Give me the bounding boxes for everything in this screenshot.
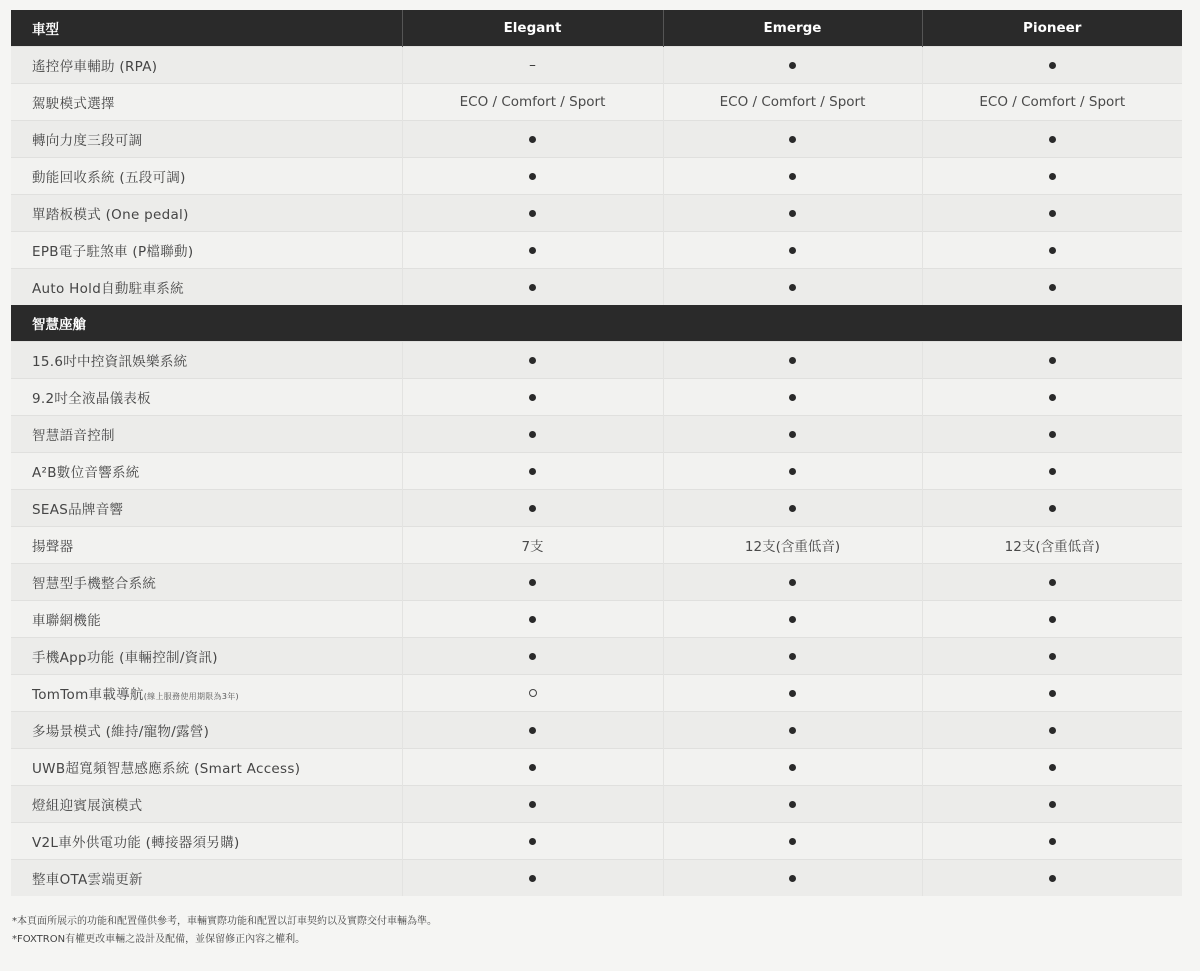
standard-dot-icon [1049, 357, 1056, 364]
feature-name: 9.2吋全液晶儀表板 [32, 391, 151, 407]
feature-name: 遙控停車輔助 (RPA) [32, 59, 158, 75]
feature-name: 單踏板模式 (One pedal) [32, 207, 189, 223]
feature-label [11, 712, 402, 749]
table-body [11, 47, 1182, 897]
trim-value-cell [922, 712, 1182, 749]
feature-label [11, 823, 402, 860]
standard-dot-icon [789, 468, 796, 475]
trim-value-cell [922, 749, 1182, 786]
trim-value-cell [402, 84, 663, 121]
feature-label [11, 601, 402, 638]
feature-label [11, 675, 402, 712]
table-row [11, 195, 1182, 232]
trim-value-cell [402, 47, 663, 84]
standard-dot-icon [529, 136, 536, 143]
feature-name: 燈組迎賓展演模式 [32, 798, 143, 814]
trim-value-cell [922, 379, 1182, 416]
feature-label [11, 84, 402, 121]
feature-name: 揚聲器 [32, 539, 74, 555]
feature-name: UWB超寬頻智慧感應系統 (Smart Access) [32, 761, 301, 777]
trim-value-cell [922, 232, 1182, 269]
section-title: 智慧座艙 [11, 305, 1182, 342]
trim-value-cell [663, 269, 922, 306]
trim-value-cell [922, 158, 1182, 195]
standard-dot-icon [789, 173, 796, 180]
trim-value-cell [922, 823, 1182, 860]
footnote: *本頁面所展示的功能和配置僅供參考，車輛實際功能和配置以訂車契約以及實際交付車輛為準。 [12, 916, 437, 927]
standard-dot-icon [1049, 505, 1056, 512]
standard-dot-icon [529, 838, 536, 845]
standard-dot-icon [789, 838, 796, 845]
standard-dot-icon [529, 394, 536, 401]
standard-dot-icon [529, 468, 536, 475]
standard-dot-icon [1049, 210, 1056, 217]
standard-dot-icon [789, 394, 796, 401]
table-row [11, 379, 1182, 416]
table-row [11, 453, 1182, 490]
feature-name: V2L車外供電功能 (轉接器須另購) [32, 835, 240, 851]
trim-value-cell [663, 416, 922, 453]
trim-value-cell [663, 453, 922, 490]
standard-dot-icon [1049, 801, 1056, 808]
feature-label [11, 786, 402, 823]
standard-dot-icon [529, 284, 536, 291]
standard-dot-icon [529, 653, 536, 660]
value-text: ECO / Comfort / Sport [719, 94, 866, 110]
standard-dot-icon [789, 431, 796, 438]
trim-value-cell [922, 601, 1182, 638]
table-row [11, 47, 1182, 84]
trim-value-cell [663, 823, 922, 860]
trim-value-cell [402, 860, 663, 897]
trim-value-cell [922, 527, 1182, 564]
trim-value-cell [663, 158, 922, 195]
feature-name: Auto Hold自動駐車系統 [32, 281, 184, 297]
trim-value-cell [922, 638, 1182, 675]
standard-dot-icon [1049, 468, 1056, 475]
feature-label [11, 416, 402, 453]
standard-dot-icon [789, 579, 796, 586]
standard-dot-icon [1049, 394, 1056, 401]
table-row [11, 601, 1182, 638]
header-trim-elegant: Elegant [402, 10, 663, 47]
standard-dot-icon [1049, 653, 1056, 660]
standard-dot-icon [529, 875, 536, 882]
trim-value-cell [922, 860, 1182, 897]
value-text: 12支(含重低音) [744, 539, 841, 555]
trim-value-cell [402, 379, 663, 416]
trim-value-cell [402, 675, 663, 712]
trim-value-cell [663, 638, 922, 675]
standard-dot-icon [529, 357, 536, 364]
feature-label [11, 269, 402, 306]
trim-value-cell [402, 823, 663, 860]
table-row [11, 564, 1182, 601]
feature-label [11, 490, 402, 527]
standard-dot-icon [1049, 875, 1056, 882]
feature-label [11, 638, 402, 675]
trim-value-cell [922, 786, 1182, 823]
trim-value-cell [663, 195, 922, 232]
trim-value-cell [922, 47, 1182, 84]
feature-label [11, 749, 402, 786]
standard-dot-icon [789, 62, 796, 69]
value-text: ECO / Comfort / Sport [459, 94, 606, 110]
feature-name: EPB電子駐煞車 (P檔聯動) [32, 244, 194, 260]
standard-dot-icon [529, 579, 536, 586]
trim-value-cell [663, 601, 922, 638]
trim-value-cell [402, 490, 663, 527]
standard-dot-icon [789, 357, 796, 364]
standard-dot-icon [789, 764, 796, 771]
standard-dot-icon [1049, 173, 1056, 180]
feature-name: 多場景模式 (維持/寵物/露營) [32, 724, 210, 740]
trim-value-cell [663, 84, 922, 121]
trim-value-cell [402, 564, 663, 601]
feature-label [11, 527, 402, 564]
feature-name: 轉向力度三段可調 [32, 133, 143, 149]
trim-value-cell [402, 232, 663, 269]
standard-dot-icon [789, 690, 796, 697]
standard-dot-icon [529, 431, 536, 438]
trim-value-cell [402, 158, 663, 195]
table-row [11, 860, 1182, 897]
feature-name: A²B數位音響系統 [32, 465, 140, 481]
trim-value-cell [663, 564, 922, 601]
table-row [11, 342, 1182, 379]
standard-dot-icon [529, 616, 536, 623]
trim-value-cell [663, 232, 922, 269]
feature-label [11, 47, 402, 84]
standard-dot-icon [1049, 431, 1056, 438]
table-row [11, 158, 1182, 195]
standard-dot-icon [1049, 62, 1056, 69]
table-row [11, 638, 1182, 675]
trim-value-cell [663, 379, 922, 416]
trim-value-cell [922, 416, 1182, 453]
trim-value-cell [922, 342, 1182, 379]
table-row [11, 712, 1182, 749]
trim-value-cell [663, 490, 922, 527]
feature-name: 動能回收系統 (五段可調) [32, 170, 186, 186]
standard-dot-icon [789, 616, 796, 623]
value-text: ECO / Comfort / Sport [979, 94, 1126, 110]
value-text: 7支 [521, 539, 544, 555]
trim-value-cell [922, 121, 1182, 158]
standard-dot-icon [789, 284, 796, 291]
trim-value-cell [663, 860, 922, 897]
optional-circle-icon [529, 689, 537, 697]
feature-label [11, 158, 402, 195]
spec-table [11, 10, 1182, 896]
feature-name: 智慧型手機整合系統 [32, 576, 157, 592]
feature-label [11, 453, 402, 490]
feature-label [11, 232, 402, 269]
header-trim-emerge: Emerge [663, 10, 922, 47]
standard-dot-icon [1049, 247, 1056, 254]
trim-value-cell [402, 121, 663, 158]
standard-dot-icon [529, 764, 536, 771]
standard-dot-icon [529, 505, 536, 512]
trim-value-cell [663, 675, 922, 712]
trim-value-cell [402, 342, 663, 379]
standard-dot-icon [789, 653, 796, 660]
standard-dot-icon [1049, 579, 1056, 586]
trim-value-cell [663, 342, 922, 379]
trim-value-cell [402, 195, 663, 232]
trim-value-cell [922, 269, 1182, 306]
trim-value-cell [663, 786, 922, 823]
footnotes [12, 913, 437, 949]
table-row [11, 749, 1182, 786]
trim-value-cell [402, 712, 663, 749]
table-row [11, 675, 1182, 712]
feature-label [11, 195, 402, 232]
feature-label [11, 379, 402, 416]
standard-dot-icon [1049, 764, 1056, 771]
standard-dot-icon [1049, 616, 1056, 623]
value-text: 12支(含重低音) [1004, 539, 1100, 555]
header-trim-pioneer: Pioneer [922, 10, 1182, 47]
feature-name: 智慧語音控制 [32, 428, 115, 444]
trim-value-cell [402, 601, 663, 638]
standard-dot-icon [529, 247, 536, 254]
standard-dot-icon [1049, 727, 1056, 734]
table-row [11, 786, 1182, 823]
table-header [11, 10, 1182, 47]
trim-value-cell [663, 749, 922, 786]
table-row [11, 527, 1182, 564]
feature-note: (線上服務使用期限為3年) [143, 692, 239, 701]
table-row [11, 416, 1182, 453]
table-row [11, 232, 1182, 269]
standard-dot-icon [1049, 838, 1056, 845]
footnote: *FOXTRON有權更改車輛之設計及配備，並保留修正內容之權利。 [12, 934, 306, 945]
feature-label [11, 342, 402, 379]
standard-dot-icon [1049, 136, 1056, 143]
standard-dot-icon [1049, 690, 1056, 697]
table-row [11, 269, 1182, 306]
table-row [11, 823, 1182, 860]
table-row [11, 490, 1182, 527]
feature-name: 駕駛模式選擇 [32, 96, 115, 112]
standard-dot-icon [789, 727, 796, 734]
trim-value-cell [922, 675, 1182, 712]
standard-dot-icon [789, 247, 796, 254]
feature-name: 整車OTA雲端更新 [32, 872, 143, 888]
standard-dot-icon [789, 801, 796, 808]
trim-value-cell [402, 786, 663, 823]
feature-name: 車聯網機能 [32, 613, 101, 629]
trim-value-cell [922, 490, 1182, 527]
trim-value-cell [663, 121, 922, 158]
standard-dot-icon [529, 173, 536, 180]
trim-value-cell [922, 84, 1182, 121]
trim-value-cell [922, 453, 1182, 490]
trim-value-cell [402, 638, 663, 675]
feature-name: 15.6吋中控資訊娛樂系統 [32, 354, 188, 370]
table-row [11, 84, 1182, 121]
standard-dot-icon [789, 136, 796, 143]
trim-value-cell [402, 416, 663, 453]
standard-dot-icon [1049, 284, 1056, 291]
trim-value-cell [402, 453, 663, 490]
trim-value-cell [402, 269, 663, 306]
standard-dot-icon [529, 801, 536, 808]
trim-value-cell [922, 195, 1182, 232]
feature-label [11, 860, 402, 897]
standard-dot-icon [789, 210, 796, 217]
table-row [11, 121, 1182, 158]
trim-value-cell [663, 47, 922, 84]
trim-value-cell [663, 527, 922, 564]
standard-dot-icon [789, 505, 796, 512]
standard-dot-icon [789, 875, 796, 882]
not-available-dash: – [529, 57, 536, 73]
trim-value-cell [402, 749, 663, 786]
trim-value-cell [402, 527, 663, 564]
trim-value-cell [922, 564, 1182, 601]
trim-value-cell [663, 712, 922, 749]
header-model-label: 車型 [11, 10, 402, 47]
feature-name: TomTom車載導航 [32, 687, 144, 703]
feature-label [11, 564, 402, 601]
feature-label [11, 121, 402, 158]
standard-dot-icon [529, 727, 536, 734]
standard-dot-icon [529, 210, 536, 217]
feature-name: 手機App功能 (車輛控制/資訊) [32, 650, 218, 666]
feature-name: SEAS品牌音響 [32, 502, 124, 518]
section-header-row [11, 305, 1182, 342]
